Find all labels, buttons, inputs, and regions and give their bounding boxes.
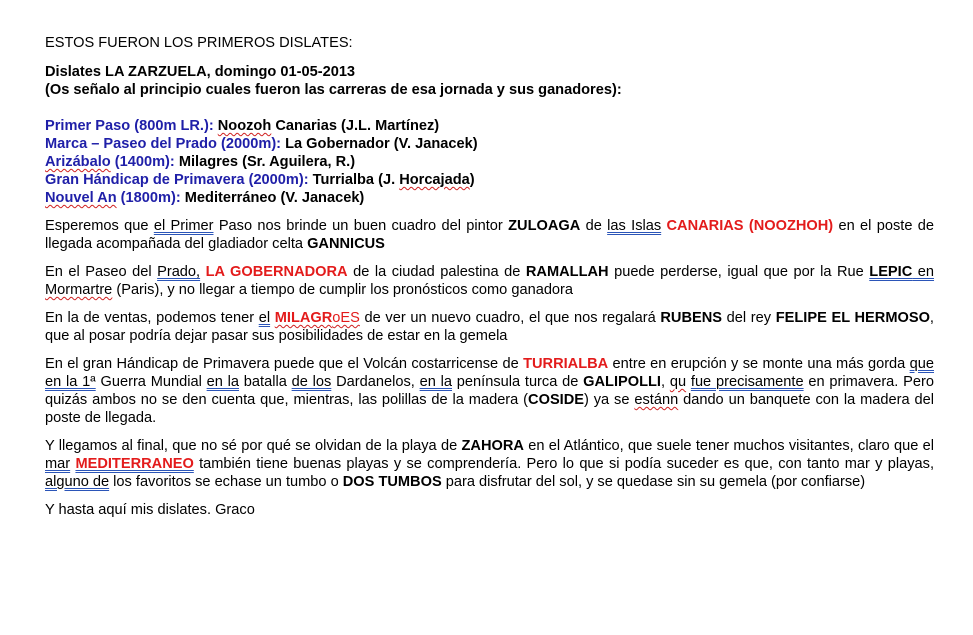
race-name: (1400m): xyxy=(110,154,179,170)
paragraph-arizabalo: En la de ventas, podemos tener el MILAGRoES de ver un nuevo cuadro, el que nos regalará RUBENS del rey FELIPE EL HERMOSO, que al posar podría dejar pasar sus posibilidades de estar en la gemela xyxy=(45,310,934,344)
paragraph-gran-handicap: En el gran Hándicap de Primavera puede que el Volcán costarricense de TURRIALBA entre en erupción y se monte una más gorda que en la 1ª Guerra Mundial en la batalla de los Dardanelos, en la península turca de GALIPOLLI, qu fue precisamente en primavera. Pero quizás ambos no se den cuenta que, mientras, las polillas de la madera (COSIDE) ya se estánn dando un banquete con la madera del poste de llegada. xyxy=(45,356,934,426)
race-name: Gran Hándicap de Primavera (2000m): xyxy=(45,172,313,188)
race-winner: Noozoh xyxy=(217,118,272,134)
header-line-2: (Os señalo al principio cuales fueron las carreras de esa jornada y sus ganadores): xyxy=(45,82,622,98)
blank-line xyxy=(45,99,934,117)
race-line-3 xyxy=(45,153,934,171)
race-line-4 xyxy=(45,171,934,189)
race-name: Arizábalo xyxy=(45,154,111,170)
race-line-2 xyxy=(45,135,934,153)
paragraph-nouvel-an: Y llegamos al final, que no sé por qué se olvidan de la playa de ZAHORA en el Atlántico, que suele tener muchos visitantes, claro que el mar MEDITERRANEO también tiene buenas playas y se comprendería. Pero lo que si podía suceder es que, con tanto mar y playas, alguno de los favoritos se echase un tumbo o DOS TUMBOS para disfrutar del sol, y se quedase sin su gemela (por confiarse) xyxy=(45,438,934,490)
paragraph-paseo-prado: En el Paseo del Prado, LA GOBERNADORA de la ciudad palestina de RAMALLAH puede perderse, igual que por la Rue LEPIC en Mormartre (Paris), y no llegar a tiempo de cumplir los pronósticos como ganadora xyxy=(45,264,935,298)
race-winner: Turrialba (J. xyxy=(312,172,400,188)
document-title: ESTOS FUERON LOS PRIMEROS DISLATES: xyxy=(45,35,353,51)
race-line-1 xyxy=(45,117,934,135)
race-name: Marca – Paseo del Prado (2000m): xyxy=(45,136,286,152)
document-page xyxy=(45,34,934,519)
race-winner: Horcajada xyxy=(399,172,470,188)
race-winner: Canarias (J.L. Martínez) xyxy=(271,118,440,134)
race-winner: Milagres (Sr. Aguilera, R.) xyxy=(178,154,356,170)
race-winner: ) xyxy=(469,172,475,188)
race-name: Nouvel An xyxy=(45,190,117,206)
race-name: Primer Paso (800m LR.): xyxy=(45,118,218,134)
race-name: (1800m): xyxy=(116,190,185,206)
race-winner: Mediterráneo (V. Janacek) xyxy=(184,190,365,206)
closing-line: Y hasta aquí mis dislates. Graco xyxy=(45,502,255,518)
race-line-5 xyxy=(45,189,934,207)
race-winner: La Gobernador (V. Janacek) xyxy=(285,136,478,152)
paragraph-primer-paso: Esperemos que el Primer Paso nos brinde un buen cuadro del pintor ZULOAGA de las Islas CANARIAS (NOOZHOH) en el poste de llegada acompañada del gladiador celta GANNICUS xyxy=(45,218,935,252)
header-line-1: Dislates LA ZARZUELA, domingo 01-05-2013 xyxy=(45,64,356,80)
